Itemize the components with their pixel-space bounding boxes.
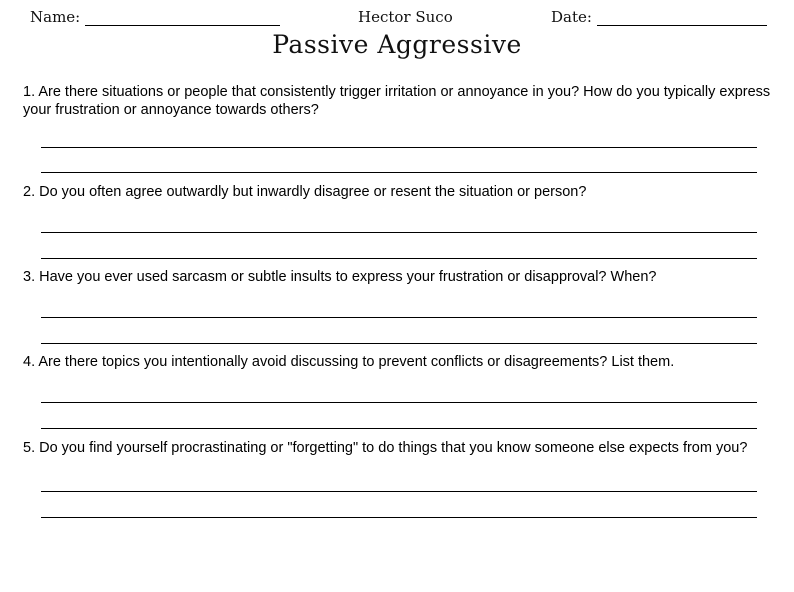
question-5: 5. Do you find yourself procrastinating or "forgetting" to do things that you know someone else expects from you? <box>23 440 748 456</box>
name-label: Name: <box>30 8 81 26</box>
answer-line-3a[interactable] <box>41 317 757 318</box>
answer-line-1a[interactable] <box>41 147 757 148</box>
name-blank-line[interactable] <box>85 11 280 26</box>
worksheet-header <box>0 4 794 28</box>
worksheet-title: Passive Aggressive <box>272 30 522 59</box>
answer-line-5a[interactable] <box>41 491 757 492</box>
name-field <box>30 8 280 26</box>
question-1: 1. Are there situations or people that consistently trigger irritation or annoyance in you? How do you typically express your frustration or annoyance towards others? <box>23 84 771 118</box>
author-name: Hector Suco <box>358 8 453 26</box>
answer-line-4b[interactable] <box>41 428 757 429</box>
answer-line-3b[interactable] <box>41 343 757 344</box>
answer-line-2a[interactable] <box>41 232 757 233</box>
question-2: 2. Do you often agree outwardly but inwardly disagree or resent the situation or person? <box>23 184 587 200</box>
answer-line-1b[interactable] <box>41 172 757 173</box>
date-label: Date: <box>551 8 592 26</box>
date-field <box>551 8 767 26</box>
question-3: 3. Have you ever used sarcasm or subtle insults to express your frustration or disapproval? When? <box>23 269 657 285</box>
date-blank-line[interactable] <box>597 11 767 26</box>
answer-line-4a[interactable] <box>41 402 757 403</box>
answer-line-5b[interactable] <box>41 517 757 518</box>
answer-line-2b[interactable] <box>41 258 757 259</box>
question-4: 4. Are there topics you intentionally avoid discussing to prevent conflicts or disagreements? List them. <box>23 354 675 370</box>
